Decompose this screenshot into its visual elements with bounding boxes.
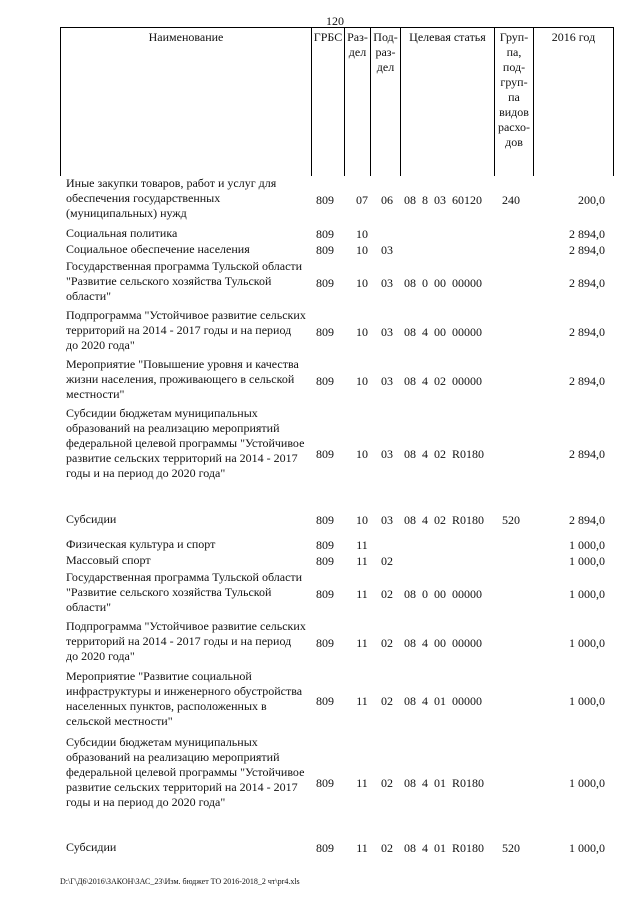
cell-name: Физическая культура и спорт — [66, 537, 216, 551]
cell-podr: 06 — [381, 192, 393, 207]
cell-sum: 200,0 — [578, 192, 605, 207]
cell-sum: 1 000,0 — [569, 840, 605, 855]
cell-name: Субсидии бюджетам муниципальных образований на реализацию мероприятий федеральной целевой программы "Устойчивое развитие сельских территорий на 2014 - 2017 годы и на период до 2020 года" — [66, 735, 305, 809]
cell-grbs: 809 — [316, 775, 334, 790]
cell-cs: 08 4 01 R0180 — [404, 775, 485, 790]
cell-razd: 10 — [356, 373, 368, 388]
cell-grbs: 809 — [316, 446, 334, 461]
cell-grbs: 809 — [316, 635, 334, 650]
table-row — [60, 242, 613, 258]
cell-sum: 2 894,0 — [569, 373, 605, 388]
cell-grbs: 809 — [316, 586, 334, 601]
table-row — [60, 735, 613, 831]
cell-cs: 08 4 02 00000 — [404, 373, 482, 388]
cell-razd: 10 — [356, 275, 368, 290]
cell-razd: 07 — [356, 192, 368, 207]
cell-name: Иные закупки товаров, работ и услуг для обеспечения государственных (муниципальных) нужд — [66, 176, 277, 220]
header-cs: Целевая статья — [401, 28, 495, 176]
cell-grbs: 809 — [316, 324, 334, 339]
file-path-footer: D:\Г\Д6\2016\ЗАКОН\ЗАС_23\Изм. бюджет ТО 2016-2018_2 чт\pr4.xls — [60, 877, 300, 886]
header-razdel: Раз- дел — [345, 28, 371, 176]
cell-vr: 240 — [502, 192, 520, 207]
header-name: Наименование — [61, 28, 312, 176]
cell-name: Субсидии — [66, 840, 117, 854]
cell-podr: 02 — [381, 586, 393, 601]
cell-sum: 2 894,0 — [569, 242, 605, 257]
cell-razd: 10 — [356, 226, 368, 241]
cell-name: Массовый спорт — [66, 553, 151, 567]
cell-vr: 520 — [502, 840, 520, 855]
table-header — [60, 27, 614, 176]
cell-name: Мероприятие "Развитие социальной инфраструктуры и инженерного обустройства населенных пунктов, расположенных в сельской местности" — [66, 669, 303, 728]
cell-razd: 10 — [356, 446, 368, 461]
cell-grbs: 809 — [316, 553, 334, 568]
table-row — [60, 357, 613, 405]
cell-name: Субсидии — [66, 512, 117, 526]
cell-cs: 08 0 00 00000 — [404, 586, 482, 601]
cell-razd: 11 — [356, 693, 368, 708]
cell-name: Субсидии бюджетам муниципальных образований на реализацию мероприятий федеральной целевой программы "Устойчивое развитие сельских территорий на 2014 - 2017 годы и на период до 2020 года" — [66, 406, 305, 480]
cell-podr: 02 — [381, 693, 393, 708]
cell-grbs: 809 — [316, 693, 334, 708]
table-row — [60, 553, 613, 569]
cell-razd: 11 — [356, 553, 368, 568]
cell-podr: 02 — [381, 775, 393, 790]
cell-name: Государственная программа Тульской области "Развитие сельского хозяйства Тульской области" — [66, 259, 303, 303]
table-row — [60, 840, 613, 856]
cell-sum: 1 000,0 — [569, 775, 605, 790]
cell-sum: 2 894,0 — [569, 275, 605, 290]
table-row — [60, 226, 613, 242]
cell-name: Социальная политика — [66, 226, 178, 240]
cell-grbs: 809 — [316, 275, 334, 290]
table-row — [60, 669, 613, 733]
cell-podr: 03 — [381, 446, 393, 461]
cell-grbs: 809 — [316, 537, 334, 552]
cell-grbs: 809 — [316, 840, 334, 855]
cell-podr: 03 — [381, 512, 393, 527]
cell-podr: 03 — [381, 373, 393, 388]
cell-podr: 03 — [381, 275, 393, 290]
table-row — [60, 308, 613, 356]
header-vr: Груп- па, под- груп- па видов расхо- дов — [495, 28, 534, 176]
cell-sum: 2 894,0 — [569, 324, 605, 339]
cell-cs: 08 4 02 R0180 — [404, 446, 485, 461]
table-row — [60, 619, 613, 667]
cell-razd: 11 — [356, 586, 368, 601]
cell-razd: 11 — [356, 775, 368, 790]
cell-razd: 11 — [356, 537, 368, 552]
cell-razd: 10 — [356, 324, 368, 339]
cell-podr: 02 — [381, 553, 393, 568]
cell-sum: 1 000,0 — [569, 537, 605, 552]
cell-grbs: 809 — [316, 226, 334, 241]
cell-name: Мероприятие "Повышение уровня и качества жизни населения, проживающего в сельской местности" — [66, 357, 299, 401]
cell-cs: 08 8 03 60120 — [404, 192, 482, 207]
cell-podr: 02 — [381, 840, 393, 855]
table-row — [60, 406, 613, 502]
cell-podr: 03 — [381, 324, 393, 339]
cell-cs: 08 4 00 00000 — [404, 635, 482, 650]
cell-sum: 2 894,0 — [569, 446, 605, 461]
table-row — [60, 570, 613, 618]
cell-podr: 02 — [381, 635, 393, 650]
cell-razd: 11 — [356, 840, 368, 855]
table-row — [60, 512, 613, 528]
cell-cs: 08 4 01 00000 — [404, 693, 482, 708]
table-row — [60, 176, 613, 224]
cell-podr: 03 — [381, 242, 393, 257]
cell-sum: 1 000,0 — [569, 693, 605, 708]
cell-sum: 2 894,0 — [569, 226, 605, 241]
cell-vr: 520 — [502, 512, 520, 527]
page-number: 120 — [326, 14, 344, 28]
cell-name: Социальное обеспечение населения — [66, 242, 250, 256]
cell-razd: 11 — [356, 635, 368, 650]
cell-razd: 10 — [356, 242, 368, 257]
cell-cs: 08 4 01 R0180 — [404, 840, 485, 855]
cell-sum: 2 894,0 — [569, 512, 605, 527]
cell-name: Подпрограмма "Устойчивое развитие сельских территорий на 2014 - 2017 годы и на период до 2020 года" — [66, 308, 306, 352]
cell-sum: 1 000,0 — [569, 553, 605, 568]
header-grbs: ГРБС — [312, 28, 345, 176]
header-podrazdel: Под- раз- дел — [371, 28, 401, 176]
cell-grbs: 809 — [316, 242, 334, 257]
cell-cs: 08 0 00 00000 — [404, 275, 482, 290]
cell-grbs: 809 — [316, 192, 334, 207]
cell-sum: 1 000,0 — [569, 586, 605, 601]
cell-name: Государственная программа Тульской области "Развитие сельского хозяйства Тульской области" — [66, 570, 303, 614]
header-year: 2016 год — [534, 28, 614, 176]
cell-razd: 10 — [356, 512, 368, 527]
cell-cs: 08 4 02 R0180 — [404, 512, 485, 527]
table-row — [60, 259, 613, 307]
cell-grbs: 809 — [316, 512, 334, 527]
cell-cs: 08 4 00 00000 — [404, 324, 482, 339]
cell-grbs: 809 — [316, 373, 334, 388]
cell-sum: 1 000,0 — [569, 635, 605, 650]
cell-name: Подпрограмма "Устойчивое развитие сельских территорий на 2014 - 2017 годы и на период до 2020 года" — [66, 619, 306, 663]
table-row — [60, 537, 613, 553]
